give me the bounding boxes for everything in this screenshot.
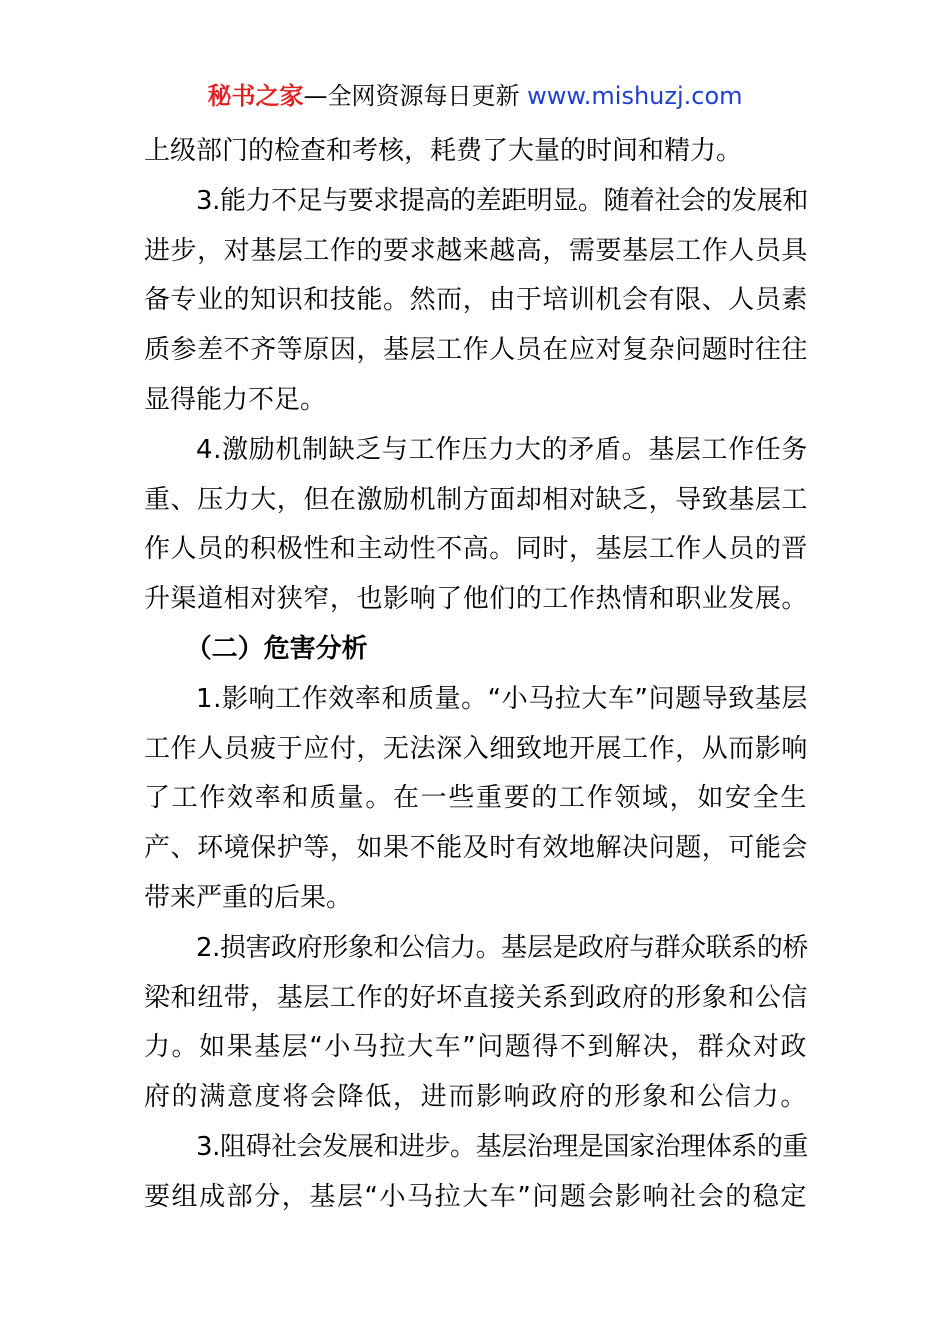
paragraph-line: 要组成部分，基层“小马拉大车”问题会影响社会的稳定 (144, 1181, 808, 1212)
paragraph-line: 了工作效率和质量。在一些重要的工作领域，如安全生 (144, 783, 808, 814)
paragraph-line: 作人员的积极性和主动性不高。同时，基层工作人员的晋 (144, 534, 808, 565)
paragraph-line: 重、压力大，但在激励机制方面却相对缺乏，导致基层工 (144, 484, 808, 515)
paragraph-line: 显得能力不足。 (144, 384, 327, 415)
document-body (144, 127, 808, 1223)
paragraph-line: 质参差不齐等原因，基层工作人员在应对复杂问题时往往 (144, 335, 808, 366)
section-heading: （二）危害分析 (185, 633, 368, 664)
paragraph-line: 3.能力不足与要求提高的差距明显。随着社会的发展和 (196, 185, 808, 216)
paragraph-line: 升渠道相对狭窄，也影响了他们的工作热情和职业发展。 (144, 584, 808, 615)
paragraph-line: 带来严重的后果。 (144, 882, 353, 913)
paragraph-line: 府的满意度将会降低，进而影响政府的形象和公信力。 (144, 1082, 808, 1113)
paragraph-line: 4.激励机制缺乏与工作压力大的矛盾。基层工作任务 (196, 434, 808, 465)
paragraph-line: 进步，对基层工作的要求越来越高，需要基层工作人员具 (144, 235, 808, 266)
site-tagline: —全网资源每日更新 (303, 82, 520, 110)
paragraph-line: 产、环境保护等，如果不能及时有效地解决问题，可能会 (144, 833, 808, 864)
paragraph-line: 上级部门的检查和考核，耗费了大量的时间和精力。 (144, 136, 743, 166)
site-url[interactable]: www.mishuzj.com (527, 82, 743, 110)
paragraph-line: 2.损害政府形象和公信力。基层是政府与群众联系的桥 (196, 932, 808, 963)
paragraph-line: 1.影响工作效率和质量。“小马拉大车”问题导致基层 (196, 683, 808, 714)
paragraph-line: 备专业的知识和技能。然而，由于培训机会有限、人员素 (144, 285, 808, 316)
site-brand: 秘书之家 (207, 82, 304, 110)
paragraph-line: 梁和纽带，基层工作的好坏直接关系到政府的形象和公信 (144, 982, 808, 1013)
paragraph-line: 3.阻碍社会发展和进步。基层治理是国家治理体系的重 (196, 1131, 808, 1162)
page-header (0, 80, 950, 112)
paragraph-line: 工作人员疲于应付，无法深入细致地开展工作，从而影响 (144, 733, 808, 764)
paragraph-line: 力。如果基层“小马拉大车”问题得不到解决，群众对政 (144, 1032, 808, 1063)
